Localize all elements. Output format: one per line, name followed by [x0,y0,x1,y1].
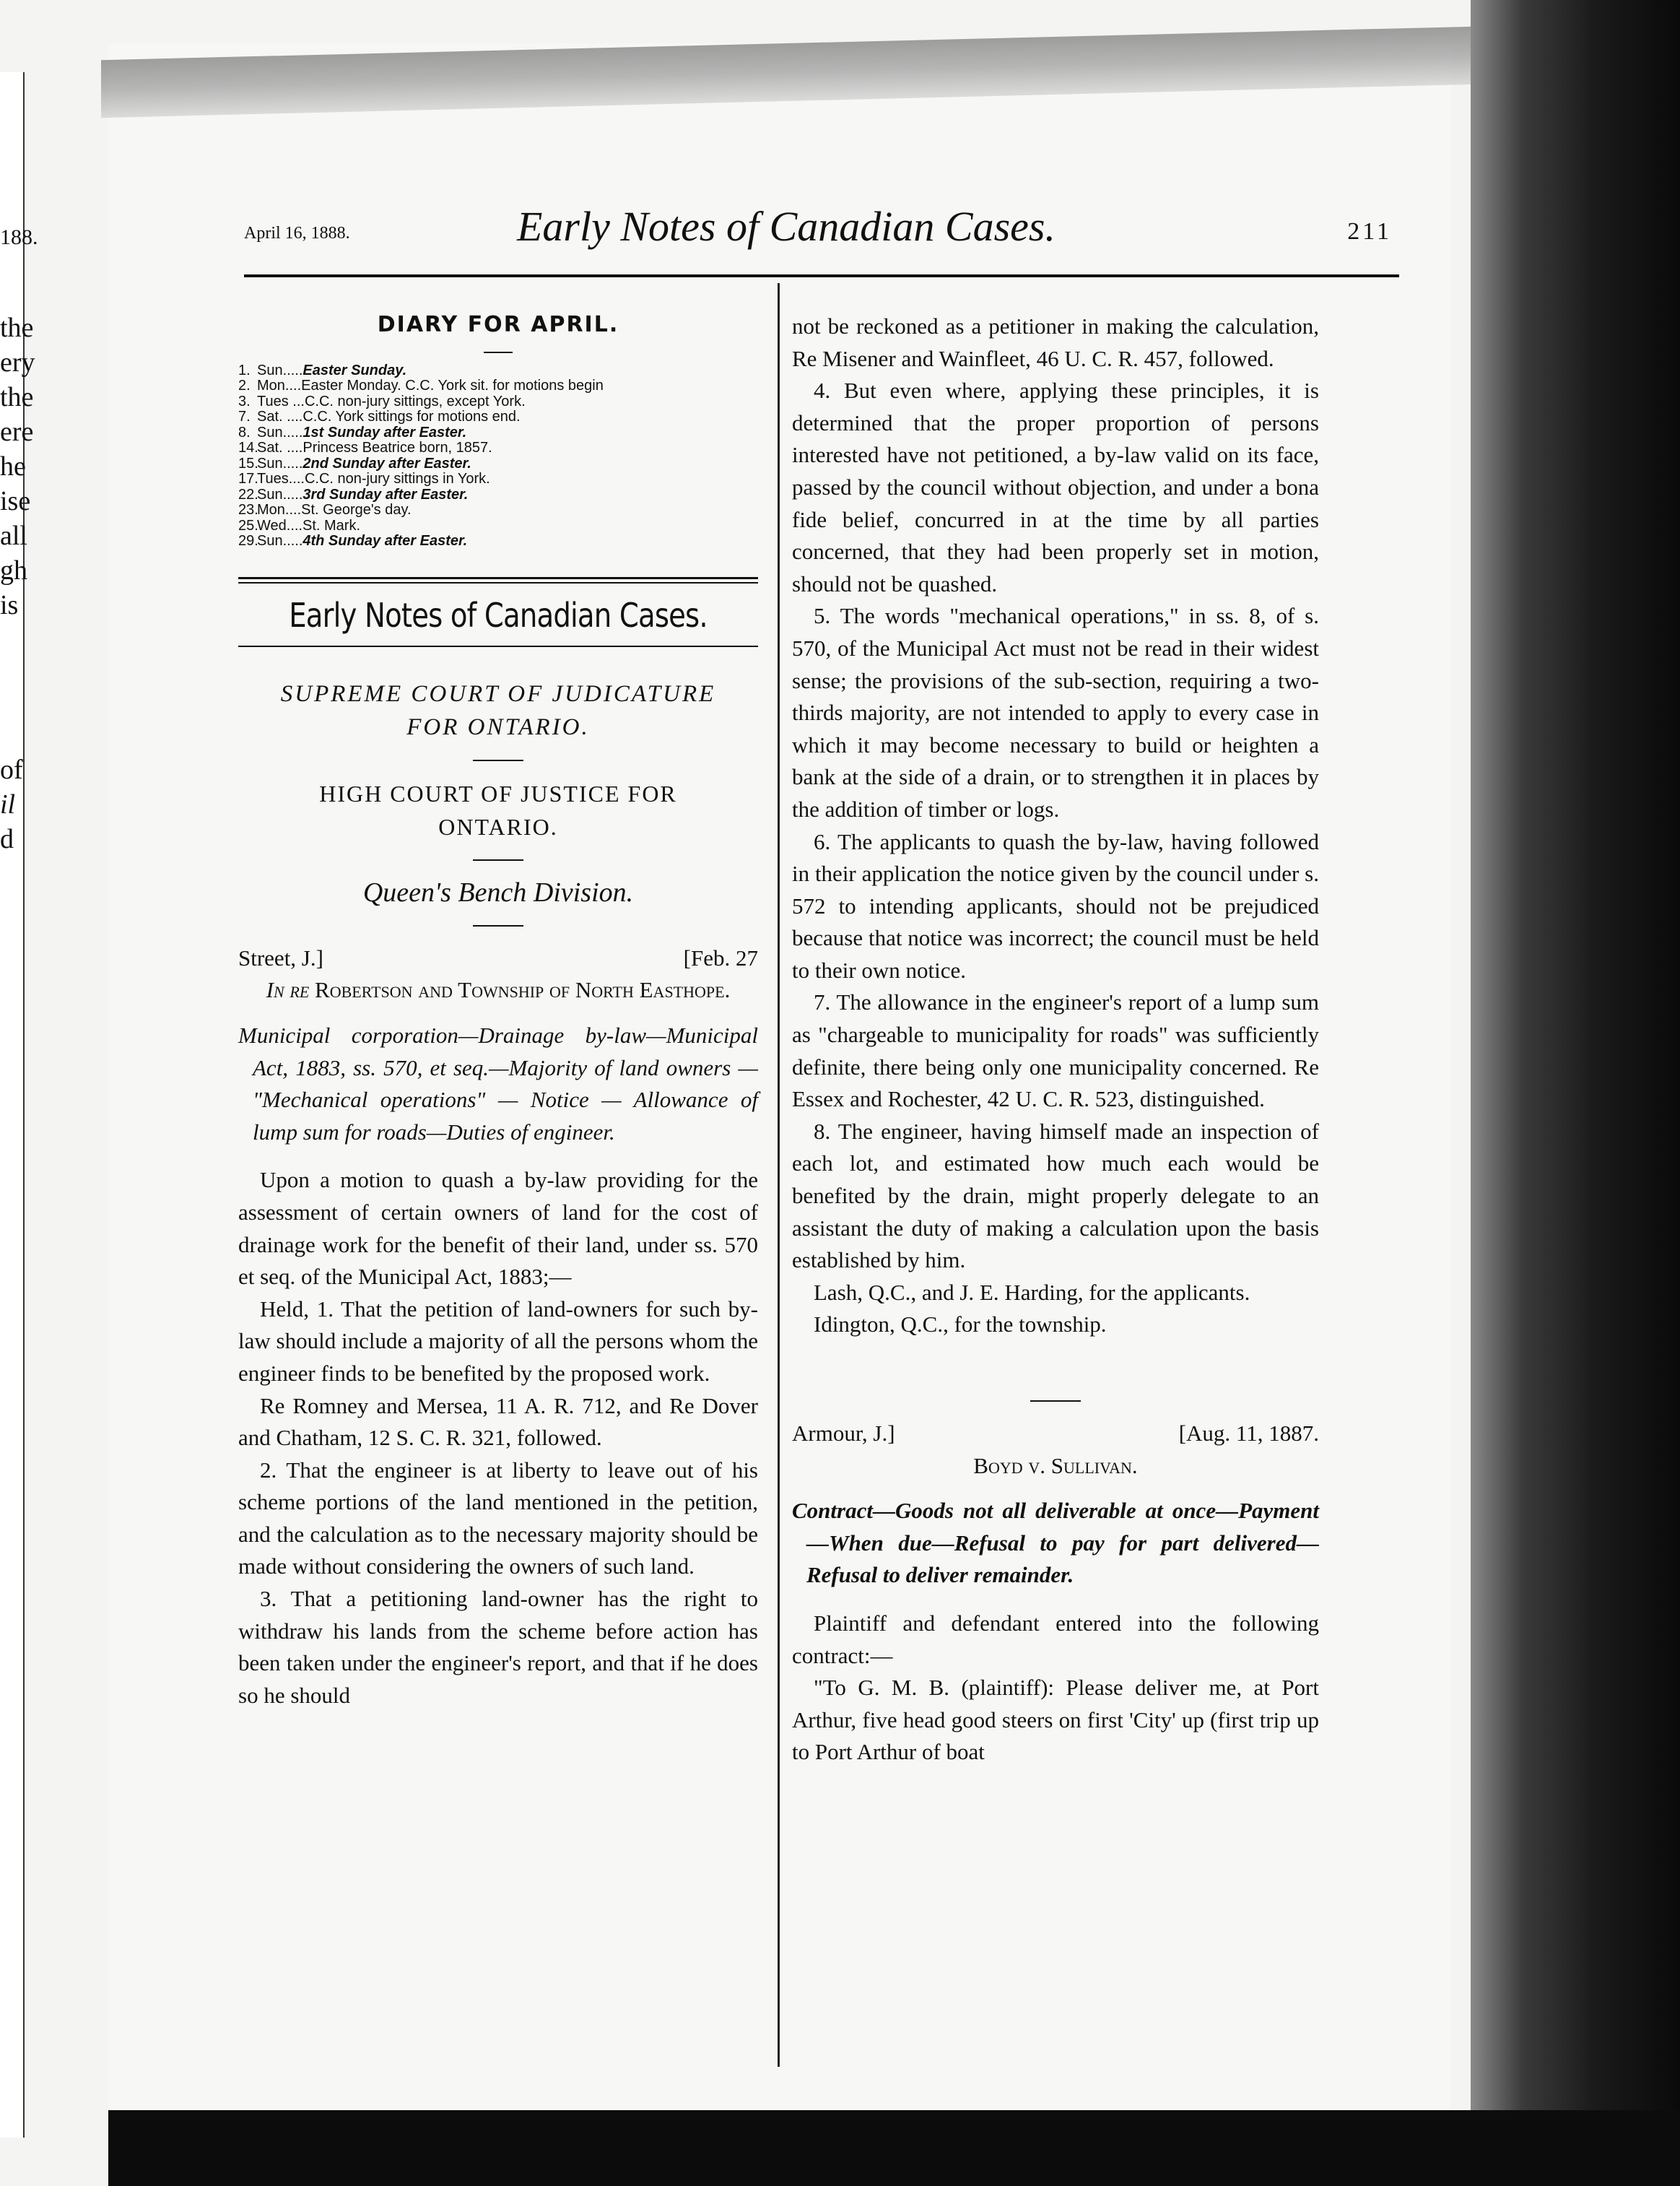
case-2-head-notes: Contract—Goods not all deliverable at once—Payment—When due—Refusal to pay for part delivered—Refusal to deliver remainder. [792,1498,1319,1588]
prev-fragment: ere [0,417,34,447]
prev-fragment: d [0,824,14,854]
case-1-body-left [238,1164,758,1712]
diary-day: 1. [238,362,251,378]
diary-day: 3. [238,393,251,409]
diary-day: 15. [238,455,258,472]
division-heading: Queen's Bench Division. [362,877,634,908]
paragraph: 8. The engineer, having himself made an inspection of each lot, and estimated how much each would be benefited by the drain, might properly delegate to an assistant the duty of making a calculation upon the basis established by him. [792,1118,1319,1273]
diary-weekday: Mon.... [257,378,302,394]
header-rule [244,274,1399,277]
diary-day: 14. [238,440,258,456]
paragraph: Held, 1. That the petition of land-owners for such by-law should include a majority of all the persons whom the engineer finds to be benefited by the proposed work. [238,1296,758,1386]
right-column [792,311,1319,1769]
diary-weekday: Sun..... [257,362,303,378]
scan-shadow-bottom [108,2110,1680,2186]
diary-event: 3rd Sunday after Easter. [303,486,469,503]
diary-day: 23. [238,502,258,519]
diary-entry [238,394,758,410]
header-title: Early Notes of Canadian Cases. [517,203,1056,250]
diary-entry [238,441,758,456]
court-line-1: SUPREME COURT OF JUDICATURE [280,681,716,708]
divider [473,859,523,861]
diary-day: 17. [238,471,258,487]
diary-day: 2. [238,378,251,394]
paragraph: 5. The words "mechanical operations," in ss. 8, of s. 570, of the Municipal Act must not be read in their widest sense; the provisions of the sub-section, requiring a two-thirds majority, are not intended to apply to every case in which it may become necessary to build or heighten a bank at the side of a drain, or to strengthen it in places by the addition of timber or logs. [792,603,1319,822]
diary-entry [238,378,758,394]
diary-day: 8. [238,424,251,441]
diary-event: Princess Beatrice born, 1857. [303,440,492,456]
prev-fragment: all [0,521,27,551]
diary-day: 29. [238,533,258,550]
diary-weekday: Sun..... [257,486,303,503]
diary-weekday: Sun..... [257,424,303,441]
diary-event: 2nd Sunday after Easter. [303,455,471,472]
divider [484,352,513,353]
divider [1030,1400,1081,1402]
running-header [244,198,1399,256]
diary-entry [238,472,758,487]
case-1-head-notes: Municipal corporation—Drainage by-law—Municipal Act, 1883, ss. 570, et seq.—Majority of land owners — "Mechanical operations" — Notice — Allowance of lump sum for roads—Duties of engineer. [238,1022,758,1145]
diary-weekday: Sun..... [257,533,303,550]
diary-event: C.C. York sittings for motions end. [303,409,521,425]
scan-shadow-right [1471,0,1680,2186]
case-1-title: Robertson and Township of North Easthope. [315,977,731,1003]
prev-fragment: is [0,590,19,620]
case-1-judge: Street, J.] [238,945,323,971]
paragraph: "To G. M. B. (plaintiff): Please deliver me, at Port Arthur, five head good steers on first 'City' up (first trip up to Port Arthur of boat [792,1675,1319,1765]
header-date: April 16, 1888. [244,224,350,243]
header-page-number: 211 [1347,218,1392,245]
paragraph: Plaintiff and defendant entered into the following contract:— [792,1610,1319,1668]
paragraph: Re Romney and Mersea, 11 A. R. 712, and Re Dover and Chatham, 12 S. C. R. 321, followed. [238,1392,758,1451]
high-court-line-1: HIGH COURT OF JUSTICE FOR [319,781,677,807]
case-2-body [792,1608,1319,1769]
court-heading [238,677,758,744]
diary-entry [238,363,758,379]
diary-entry [238,534,758,550]
diary-event: St. Mark. [303,517,361,534]
case-1-date: [Feb. 27 [683,945,758,971]
prev-fragment: ise [0,486,31,516]
diary-weekday: Mon.... [257,502,302,519]
diary-event: Easter Sunday. [303,362,407,378]
high-court-heading [238,777,758,843]
case-2-judge: Armour, J.] [792,1421,895,1446]
paragraph: Upon a motion to quash a by-law providing for the assessment of certain owners of land for the cost of drainage work for the benefit of their land, under ss. 570 et seq. of the Municipal Act, 1883;— [238,1167,758,1290]
prev-page-fragments [0,311,58,856]
prev-fragment: gh [0,555,27,586]
case-2-meta [792,1418,1319,1450]
diary-weekday: Sat. .... [257,440,303,456]
diary-weekday: Tues.... [257,471,305,487]
divider [473,925,523,927]
diary-entry [238,456,758,472]
diary-entry [238,503,758,519]
diary-day: 7. [238,409,251,425]
paragraph: Idington, Q.C., for the township. [814,1311,1107,1337]
diary-event: 1st Sunday after Easter. [303,424,467,441]
diary-event: 4th Sunday after Easter. [303,533,468,550]
divider [238,646,758,647]
case-1-prefix: In re [266,977,310,1003]
high-court-line-2: ONTARIO. [438,814,558,841]
case-2-name: Boyd v. Sullivan. [973,1452,1138,1478]
diary-event: C.C. non-jury sittings in York. [304,471,490,487]
diary-weekday: Sat. .... [257,409,303,425]
diary-entry [238,425,758,441]
case-1-meta [238,942,758,975]
diary-heading: DIARY FOR APRIL. [377,312,619,337]
prev-fragment: the [0,382,34,412]
diary-event: C.C. non-jury sittings, except York. [304,393,526,409]
left-column [238,303,758,1712]
prev-fragment: ery [0,347,35,378]
court-line-2: FOR ONTARIO. [406,714,590,741]
paragraph: 7. The allowance in the engineer's report of a lump sum as "chargeable to municipality for roads" was sufficiently definite, there being only one municipality concerned. Re Essex and Rochester, 42 U. C. R. 523, distinguished. [792,989,1319,1112]
prev-gap [0,623,58,752]
paragraph: not be reckoned as a petitioner in making the calculation, Re Misener and Wainfleet, 46 U. C. R. 457, followed. [792,313,1319,371]
paragraph: 2. That the engineer is at liberty to leave out of his scheme portions of the land mentioned in the petition, and the calculation as to the necessary majority should be made without considering the owners of such land. [238,1457,758,1579]
diary-weekday: Tues ... [257,393,305,409]
paragraph: 6. The applicants to quash the by-law, having followed in their application the notice given by the council under s. 572 to intending applicants, should not be prejudiced because that notice was incorrect; the council must be held to their own notice. [792,828,1319,983]
paragraph: 4. But even where, applying these principles, it is determined that the proper proportion of persons interested have not petitioned, a by-law valid on its face, passed by the council without objection, and under a bona fide belief, concurred in at the time by all parties concerned, that they had been properly set in motion, should not be quashed. [792,378,1319,597]
prev-fragment: he [0,451,26,482]
prev-fragment: il [0,789,16,820]
section-title: Early Notes of Canadian Cases. [289,595,708,635]
case-1-name [238,974,758,1007]
diary-weekday: Sun..... [257,455,303,472]
diary-event: St. George's day. [301,502,412,519]
double-rule [238,577,758,584]
prev-page-number: 188. [0,225,38,249]
diary-list [238,363,758,550]
column-divider [778,283,780,2067]
diary-weekday: Wed.... [257,517,303,534]
diary-event: Easter Monday. C.C. York sit. for motions begin [301,378,604,394]
case-1-body-right [792,311,1319,1341]
diary-day: 22. [238,486,258,503]
divider [473,760,523,761]
diary-day: 25. [238,517,258,534]
diary-entry [238,409,758,425]
prev-fragment: of [0,755,23,785]
diary-entry [238,519,758,534]
paragraph: 3. That a petitioning land-owner has the right to withdraw his lands from the scheme before action has been taken under the engineer's report, and that if he does so he should [238,1586,758,1708]
case-2-date: [Aug. 11, 1887. [1178,1421,1319,1446]
diary-entry [238,487,758,503]
prev-fragment: the [0,313,34,343]
paragraph: Lash, Q.C., and J. E. Harding, for the applicants. [814,1279,1250,1305]
